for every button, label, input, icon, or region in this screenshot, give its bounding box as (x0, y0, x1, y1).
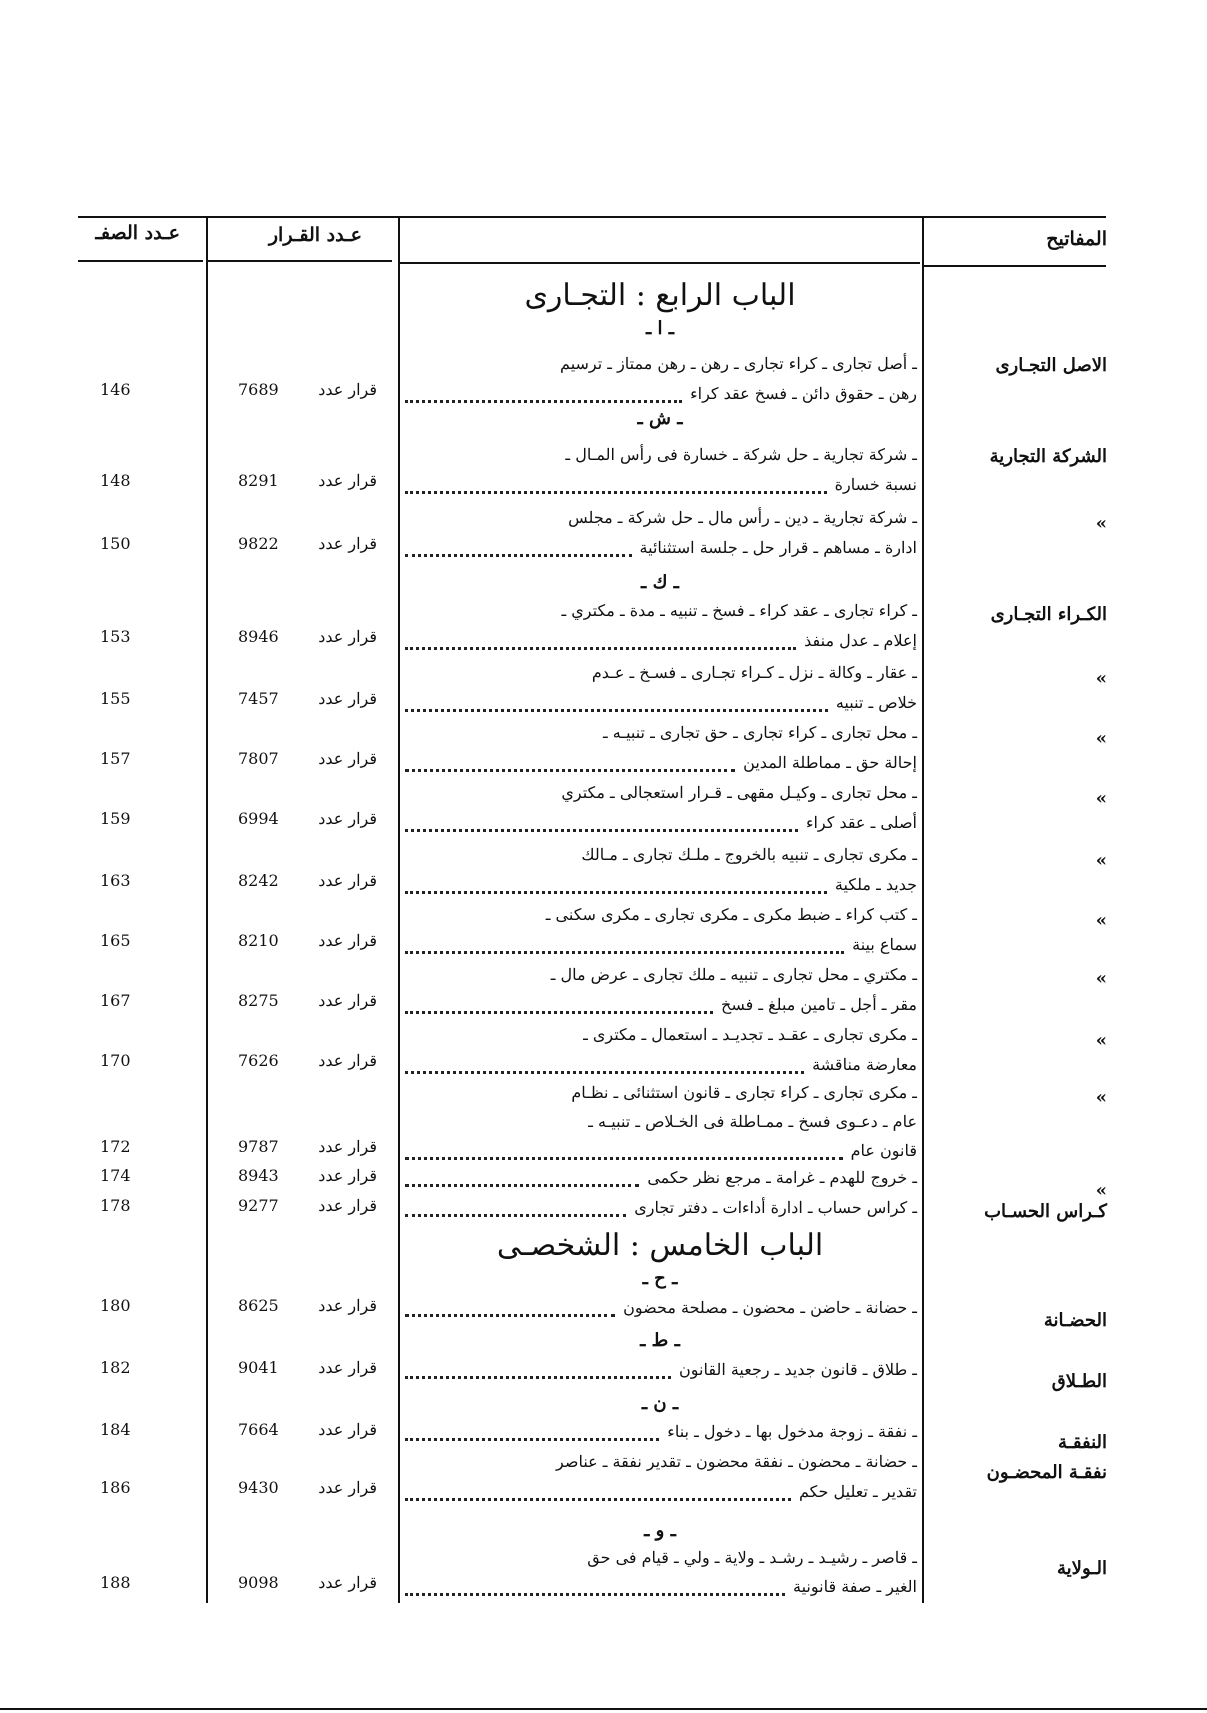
keyword-label: » (1095, 1030, 1107, 1051)
page-number: 172 (100, 1137, 131, 1156)
decision-number: 8291 (238, 471, 279, 490)
entry-line: ـ أصل تجارى ـ كراء تجارى ـ رهن ـ رهن ممتاز ـ ترسيم (560, 354, 917, 373)
dot-leader (405, 829, 798, 832)
keyword-label: الشركة التجارية (989, 446, 1107, 467)
page-number: 170 (100, 1051, 131, 1070)
letter-heading: ـ ا ـ (645, 318, 675, 339)
decision-prefix: قرار عدد (318, 471, 377, 490)
keyword-label: » (1095, 668, 1107, 689)
page-number: 155 (100, 689, 131, 708)
entry-line: ـ حضانة ـ محضون ـ نفقة محضون ـ تقدير نفقة ـ عناصر (556, 1452, 917, 1471)
page-number: 153 (100, 627, 131, 646)
dot-leader (405, 1498, 791, 1501)
decision-number: 8625 (238, 1296, 279, 1315)
entry-line: عام ـ دعـوى فسخ ـ ممـاطلة فى الخـلاص ـ تنبيـه ـ (588, 1112, 917, 1131)
entry-line: ـ شركة تجارية ـ دين ـ رأس مال ـ حل شركة ـ مجلس (568, 508, 917, 527)
decision-number: 8946 (238, 627, 279, 646)
entry-line: مقر ـ أجل ـ تامين مبلغ ـ فسخ (721, 995, 917, 1014)
page-number: 148 (100, 471, 131, 490)
entry-line: الغير ـ صفة قانونية (793, 1577, 917, 1596)
entry-line: ـ كراء تجارى ـ عقد كراء ـ فسخ ـ تنبيه ـ مدة ـ مكتري ـ (561, 601, 917, 620)
page-number: 178 (100, 1196, 131, 1215)
decision-prefix: قرار عدد (318, 991, 377, 1010)
page-number: 157 (100, 749, 131, 768)
dot-leader (405, 1184, 639, 1187)
letter-heading: ـ ك ـ (641, 572, 679, 593)
entry-line: جديد ـ ملكية (834, 875, 917, 894)
dot-leader (405, 647, 796, 650)
page-number: 167 (100, 991, 131, 1010)
keyword-label: » (1095, 1180, 1107, 1201)
entry-line: تقدير ـ تعليل حكم (799, 1482, 917, 1501)
entry-line: ـ شركة تجارية ـ حل شركة ـ خسارة فى رأس المـال ـ (565, 445, 917, 464)
decision-number: 7807 (238, 749, 279, 768)
letter-heading: ـ ح ـ (642, 1268, 678, 1289)
entry-line: نسبة خسارة (834, 475, 917, 494)
decision-number: 7664 (238, 1420, 279, 1439)
decision-number: 8242 (238, 871, 279, 890)
decision-number: 8210 (238, 931, 279, 950)
decision-prefix: قرار عدد (318, 534, 377, 553)
keyword-label: » (1095, 1087, 1107, 1108)
decision-number: 7626 (238, 1051, 279, 1070)
column-divider-keywords (922, 218, 924, 1603)
decision-prefix: قرار عدد (318, 689, 377, 708)
decision-prefix: قرار عدد (318, 1296, 377, 1315)
page-number: 163 (100, 871, 131, 890)
header-decision-number: عـدد القـرار (268, 224, 362, 246)
entry-line: ـ عقار ـ وكالة ـ نزل ـ كـراء تجـارى ـ فسـخ ـ عـدم (591, 663, 917, 682)
keyword-label: النفقـة (1057, 1432, 1107, 1453)
decision-prefix: قرار عدد (318, 749, 377, 768)
keyword-label: » (1095, 910, 1107, 931)
entry-line: خلاص ـ تنبيه (835, 693, 917, 712)
column-divider-decision (206, 218, 208, 1603)
dot-leader (405, 491, 827, 494)
page-bottom-rule (0, 1708, 1207, 1710)
entry-line: إحالة حق ـ مماطلة المدين (743, 753, 917, 772)
decision-number: 6994 (238, 809, 279, 828)
entry-line: ـ طلاق ـ قانون جديد ـ رجعية القانون (679, 1360, 917, 1379)
decision-prefix: قرار عدد (318, 1166, 377, 1185)
dot-leader (405, 1376, 671, 1379)
entry-line: ـ محل تجارى ـ وكيـل مقهى ـ قـرار استعجالى ـ مكتري (561, 783, 917, 802)
keyword-label: الاصل التجـارى (995, 355, 1107, 376)
entry-line: إعلام ـ عدل منفذ (804, 631, 917, 650)
page-number: 159 (100, 809, 131, 828)
decision-prefix: قرار عدد (318, 871, 377, 890)
entry-line: ـ كراس حساب ـ ادارة أداءات ـ دفتر تجارى (634, 1198, 917, 1217)
decision-number: 9822 (238, 534, 279, 553)
dot-leader (405, 1593, 785, 1596)
dot-leader (405, 1157, 843, 1160)
keyword-label: » (1095, 788, 1107, 809)
entry-line: معارضة مناقشة (812, 1055, 917, 1074)
entry-line: ـ قاصر ـ رشيـد ـ رشـد ـ ولاية ـ ولي ـ قيام فى حق (587, 1548, 917, 1567)
decision-number: 9277 (238, 1196, 279, 1215)
page-number: 180 (100, 1296, 131, 1315)
header-bottom-rule-page (78, 260, 203, 262)
header-top-rule (78, 216, 1106, 218)
dot-leader (405, 709, 828, 712)
entry-line: قانون عام (850, 1141, 917, 1160)
decision-prefix: قرار عدد (318, 1573, 377, 1592)
decision-prefix: قرار عدد (318, 1196, 377, 1215)
entry-line: رهن ـ حقوق دائن ـ فسخ عقد كراء (690, 384, 917, 403)
decision-prefix: قرار عدد (318, 1420, 377, 1439)
entry-line: ـ مكرى تجارى ـ عقـد ـ تجديـد ـ استعمال ـ مكترى ـ (583, 1025, 917, 1044)
dot-leader (405, 891, 827, 894)
entry-line: ـ محل تجارى ـ كراء تجارى ـ حق تجارى ـ تنبيـه ـ (603, 723, 917, 742)
page-number: 165 (100, 931, 131, 950)
decision-prefix: قرار عدد (318, 1478, 377, 1497)
keyword-label: » (1095, 513, 1107, 534)
letter-heading: ـ ط ـ (640, 1330, 680, 1351)
entry-line: ـ مكرى تجارى ـ تنبيه بالخروج ـ ملـك تجارى ـ مـالك (581, 845, 917, 864)
decision-prefix: قرار عدد (318, 380, 377, 399)
page-number: 150 (100, 534, 131, 553)
dot-leader (405, 1314, 615, 1317)
header-keywords: المفاتيح (1046, 228, 1107, 250)
keyword-label: نفقـة المحضـون (986, 1462, 1107, 1483)
keyword-label: الحضـانة (1043, 1310, 1107, 1331)
header-bottom-rule-decision (207, 260, 392, 262)
keyword-label: الطـلاق (1051, 1371, 1107, 1392)
letter-heading: ـ ش ـ (637, 408, 683, 429)
decision-number: 8275 (238, 991, 279, 1010)
keyword-label: الكـراء التجـارى (990, 604, 1107, 625)
decision-number: 7457 (238, 689, 279, 708)
decision-prefix: قرار عدد (318, 1137, 377, 1156)
keyword-label: » (1095, 850, 1107, 871)
page-number: 174 (100, 1166, 131, 1185)
page-number: 146 (100, 380, 131, 399)
page-number: 188 (100, 1573, 131, 1592)
dot-leader (405, 1011, 713, 1014)
letter-heading: ـ و ـ (644, 1520, 676, 1541)
entry-line: ـ نفقة ـ زوجة مدخول بها ـ دخول ـ بناء (667, 1422, 917, 1441)
keyword-label: » (1095, 728, 1107, 749)
dot-leader (405, 1071, 804, 1074)
header-bottom-rule-keywords (924, 265, 1106, 267)
decision-prefix: قرار عدد (318, 809, 377, 828)
decision-number: 9430 (238, 1478, 279, 1497)
decision-prefix: قرار عدد (318, 627, 377, 646)
keyword-label: الـولاية (1057, 1558, 1107, 1579)
decision-number: 9787 (238, 1137, 279, 1156)
dot-leader (405, 951, 844, 954)
decision-prefix: قرار عدد (318, 1358, 377, 1377)
entry-line: ـ مكتري ـ محل تجارى ـ تنبيه ـ ملك تجارى ـ عرض مال ـ (550, 965, 917, 984)
decision-prefix: قرار عدد (318, 931, 377, 950)
entry-line: ـ مكرى تجارى ـ كراء تجارى ـ قانون استثنائى ـ نظـام (571, 1083, 917, 1102)
dot-leader (405, 1214, 626, 1217)
header-bottom-rule-body (400, 262, 920, 264)
entry-line: أصلى ـ عقد كراء (805, 813, 917, 832)
dot-leader (405, 1438, 659, 1441)
decision-number: 9098 (238, 1573, 279, 1592)
header-page-number: عـدد الصفـ (95, 222, 180, 244)
dot-leader (405, 400, 682, 403)
entry-line: ادارة ـ مساهم ـ قرار حل ـ جلسة استثنائية (639, 538, 917, 557)
entry-line: ـ كتب كراء ـ ضبط مكرى ـ مكرى تجارى ـ مكرى سكنى ـ (545, 905, 917, 924)
decision-prefix: قرار عدد (318, 1051, 377, 1070)
dot-leader (405, 769, 735, 772)
entry-line: سماع بينة (852, 935, 917, 954)
page-number: 184 (100, 1420, 131, 1439)
entry-line: ـ حضانة ـ حاضن ـ محضون ـ مصلحة محضون (623, 1298, 917, 1317)
page-number: 182 (100, 1358, 131, 1377)
page-number: 186 (100, 1478, 131, 1497)
section-heading: الباب الخامس : الشخصـى (496, 1228, 824, 1263)
section-heading: الباب الرابع : التجـارى (524, 278, 796, 313)
dot-leader (405, 554, 632, 557)
decision-number: 8943 (238, 1166, 279, 1185)
decision-number: 9041 (238, 1358, 279, 1377)
keyword-label: كـراس الحسـاب (984, 1201, 1107, 1222)
entry-line: ـ خروج للهدم ـ غرامة ـ مرجع نظر حكمى (647, 1168, 917, 1187)
decision-number: 7689 (238, 380, 279, 399)
keyword-label: » (1095, 968, 1107, 989)
letter-heading: ـ ن ـ (641, 1393, 679, 1414)
